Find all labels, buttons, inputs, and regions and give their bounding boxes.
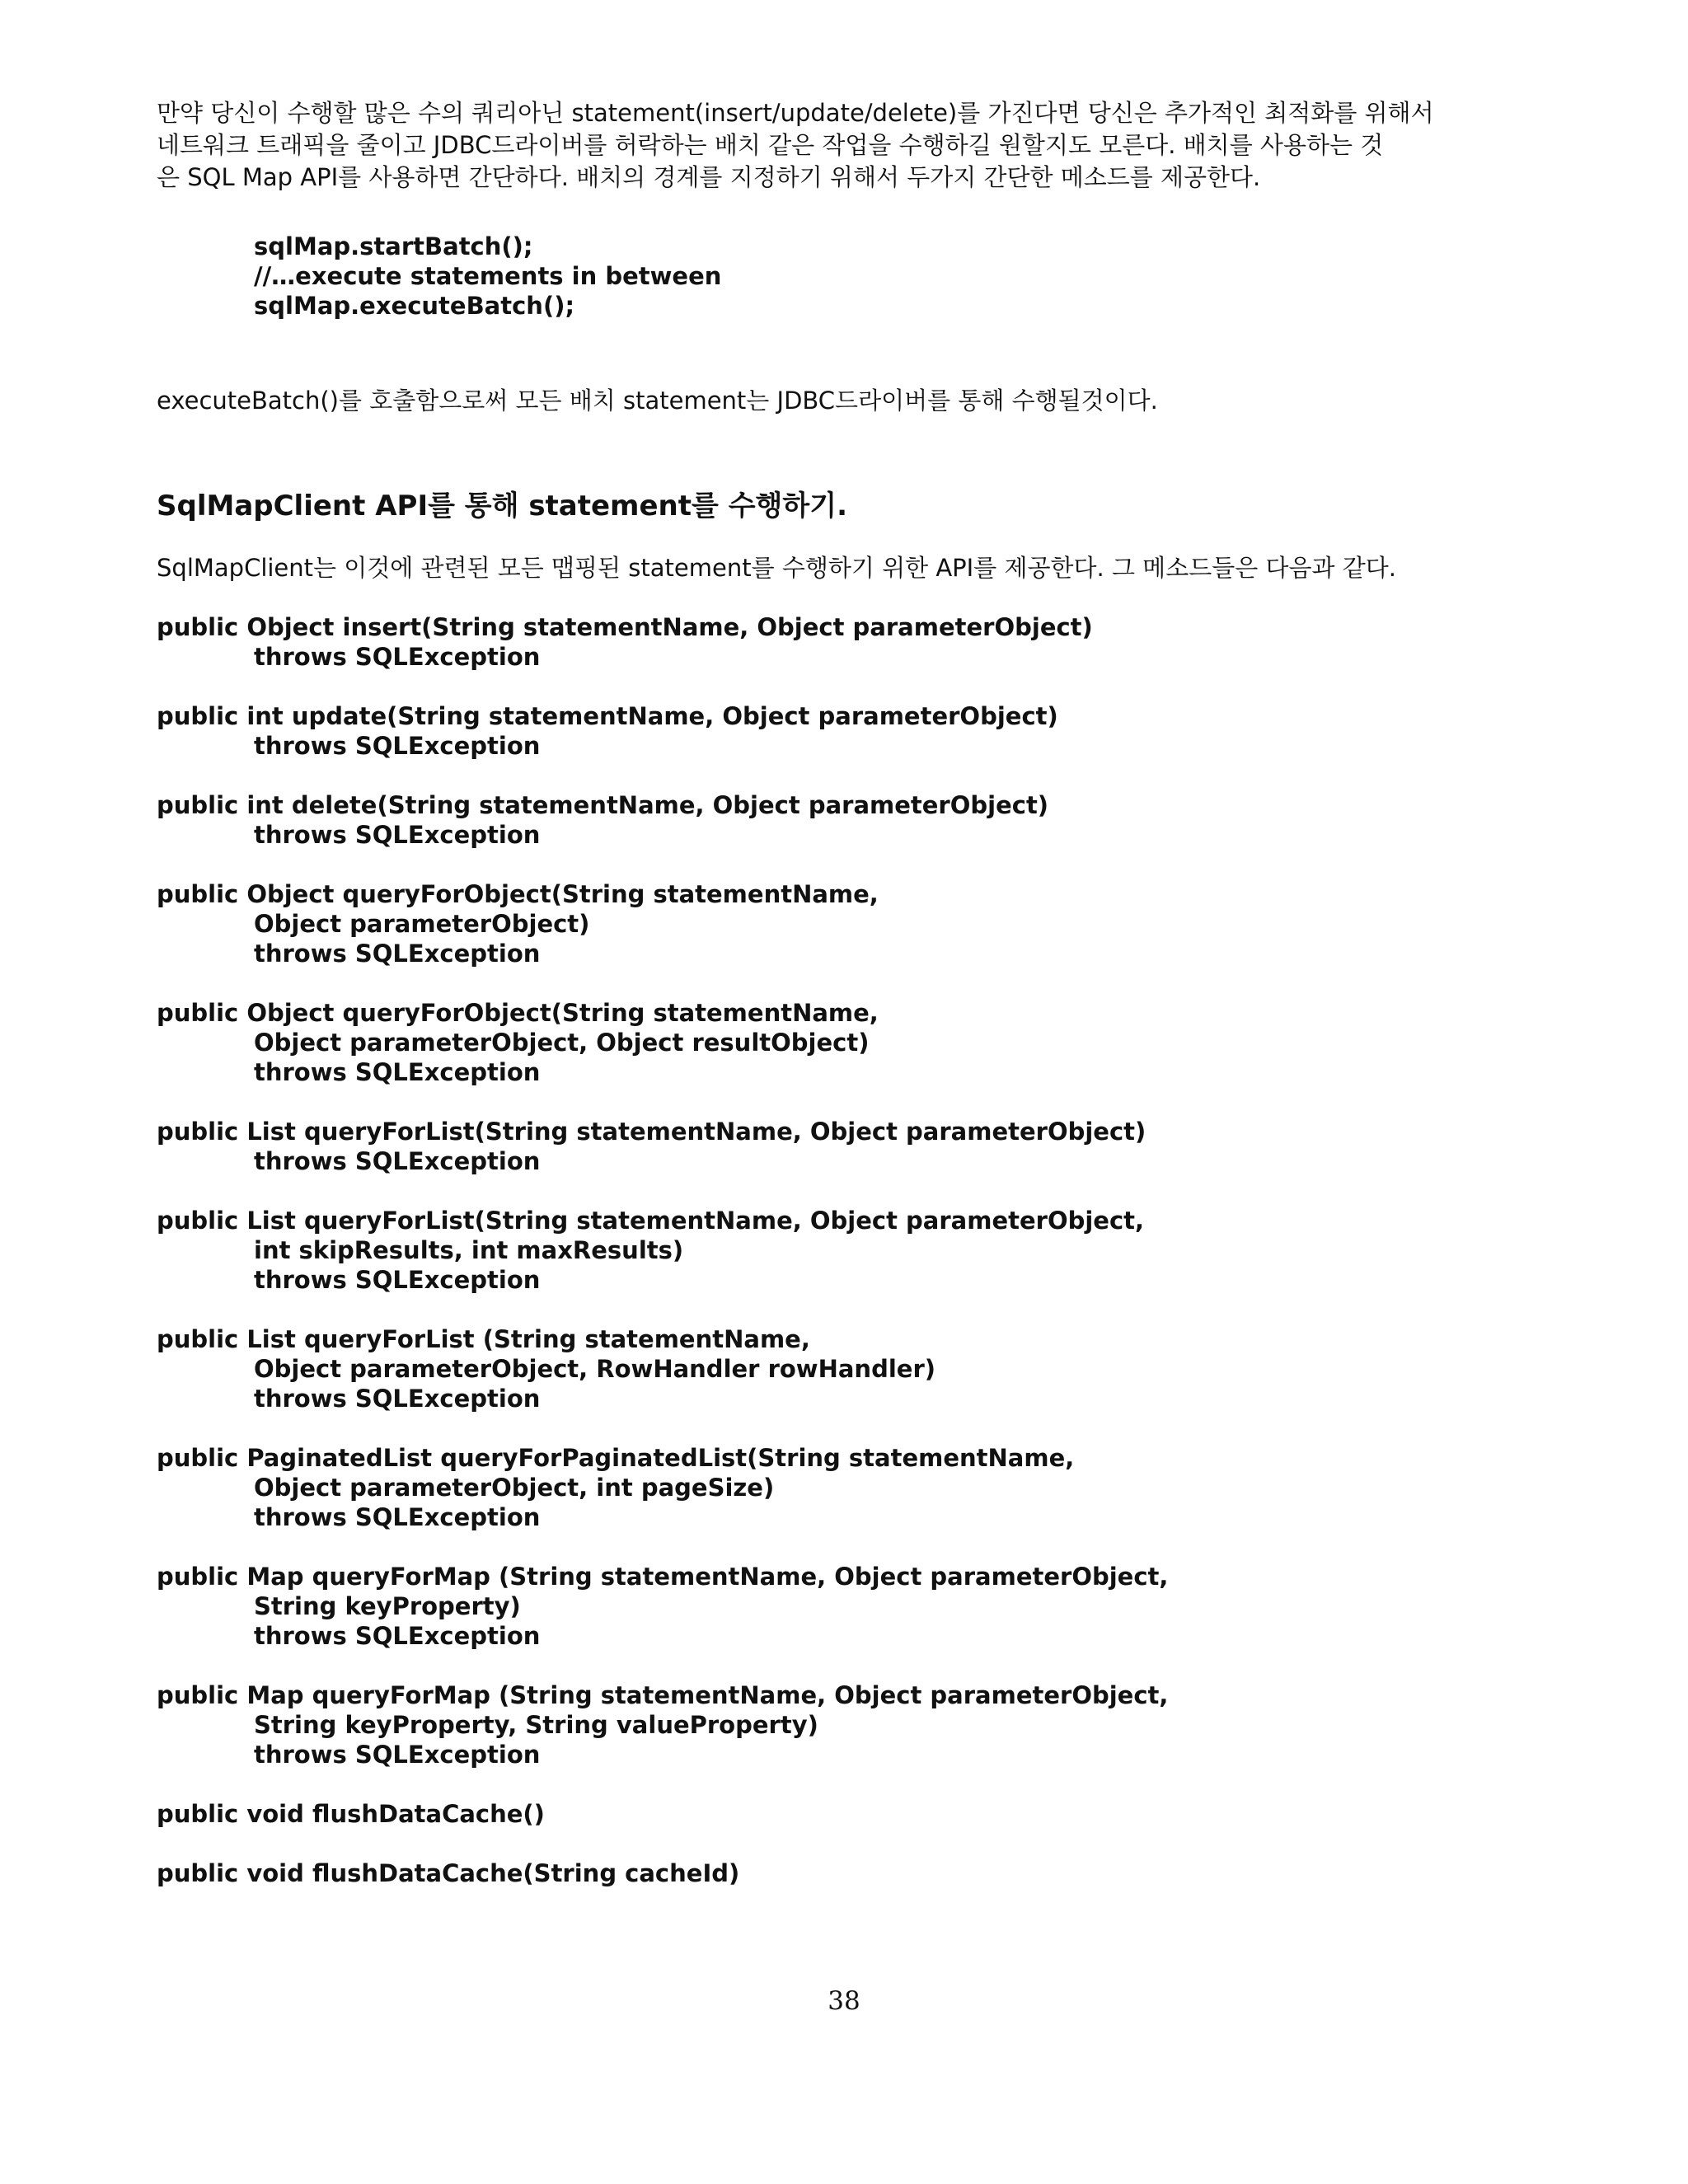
method-signature	[157, 1206, 1475, 1295]
method-continuation: throws SQLException	[254, 1147, 541, 1175]
method-list	[157, 612, 1475, 1888]
method-declaration: public Object queryForObject(String statementName,	[157, 880, 879, 908]
intro-line: 네트워크 트래픽을 줄이고 JDBC드라이버를 허락하는 배치 같은 작업을 수행하길 원할지도 모른다. 배치를 사용하는 것	[157, 131, 1384, 159]
heading-text: 를 통해	[428, 490, 529, 523]
heading-api-name: SqlMapClient API	[157, 490, 429, 523]
method-continuation: throws SQLException	[254, 940, 541, 968]
method-continuation: Object parameterObject, RowHandler rowHandler)	[254, 1355, 935, 1383]
method-continuation: int skipResults, int maxResults)	[254, 1236, 684, 1264]
method-declaration: public List queryForList(String statementName, Object parameterObject)	[157, 1118, 1146, 1146]
method-continuation: throws SQLException	[254, 1741, 541, 1769]
code-line: sqlMap.startBatch();	[254, 232, 533, 260]
heading-statement: statement	[528, 490, 692, 523]
method-signature	[157, 1799, 1475, 1829]
method-continuation: Object parameterObject, int pageSize)	[254, 1474, 775, 1502]
intro-paragraph	[157, 97, 1475, 194]
heading-text: 를 수행하기	[692, 490, 837, 523]
method-continuation: throws SQLException	[254, 1058, 541, 1086]
intro-line: 만약 당신이 수행할 많은 수의 쿼리아닌 statement(insert/update/delete)를 가진다면 당신은 추가적인 최적화를 위해서	[157, 99, 1434, 127]
section-heading	[157, 488, 1475, 524]
method-signature	[157, 1117, 1475, 1176]
method-continuation: throws SQLException	[254, 1503, 541, 1531]
method-declaration: public int update(String statementName, Object parameterObject)	[157, 702, 1058, 730]
page-number: 38	[828, 1986, 860, 2016]
method-signature	[157, 612, 1475, 672]
method-signature	[157, 879, 1475, 968]
method-declaration: public void flushDataCache()	[157, 1800, 545, 1828]
method-continuation: throws SQLException	[254, 1622, 541, 1650]
method-continuation: Object parameterObject, Object resultObject)	[254, 1029, 870, 1057]
method-signature	[157, 701, 1475, 761]
method-continuation: String keyProperty)	[254, 1592, 521, 1620]
method-declaration: public Map queryForMap (String statementName, Object parameterObject,	[157, 1563, 1169, 1591]
method-continuation: throws SQLException	[254, 1266, 541, 1294]
api-intro: SqlMapClient는 이것에 관련된 모든 맵핑된 statement를 수행하기 위한 API를 제공한다. 그 메소드들은 다음과 같다.	[157, 554, 1396, 582]
intro-line: 은 SQL Map API를 사용하면 간단하다. 배치의 경계를 지정하기 위해서 두가지 간단한 메소드를 제공한다.	[157, 163, 1261, 191]
method-declaration: public Object insert(String statementName, Object parameterObject)	[157, 613, 1093, 641]
method-continuation: throws SQLException	[254, 1385, 541, 1413]
method-signature	[157, 998, 1475, 1087]
method-continuation: Object parameterObject)	[254, 910, 590, 938]
batch-code-block	[254, 232, 1475, 321]
method-declaration: public List queryForList(String statementName, Object parameterObject,	[157, 1207, 1145, 1235]
method-signature	[157, 1562, 1475, 1651]
method-declaration: public Map queryForMap (String statementName, Object parameterObject,	[157, 1681, 1169, 1709]
method-signature	[157, 790, 1475, 850]
method-continuation: String keyProperty, String valueProperty)	[254, 1711, 818, 1739]
code-line: //…execute statements in between	[254, 262, 722, 290]
method-declaration: public Object queryForObject(String statementName,	[157, 999, 879, 1027]
code-line: sqlMap.executeBatch();	[254, 292, 575, 320]
method-declaration: public void flushDataCache(String cacheId)	[157, 1859, 740, 1887]
method-continuation: throws SQLException	[254, 643, 541, 671]
method-signature	[157, 1680, 1475, 1769]
method-signature	[157, 1324, 1475, 1413]
method-declaration: public PaginatedList queryForPaginatedList(String statementName,	[157, 1444, 1075, 1472]
page-content	[157, 97, 1475, 1918]
method-signature	[157, 1443, 1475, 1532]
method-declaration: public int delete(String statementName, Object parameterObject)	[157, 791, 1049, 819]
batch-note: executeBatch()를 호출함으로써 모든 배치 statement는 JDBC드라이버를 통해 수행될것이다.	[157, 387, 1158, 415]
method-signature	[157, 1858, 1475, 1888]
method-continuation: throws SQLException	[254, 821, 541, 849]
method-declaration: public List queryForList (String statementName,	[157, 1325, 810, 1353]
heading-period: .	[837, 490, 847, 523]
method-continuation: throws SQLException	[254, 732, 541, 760]
